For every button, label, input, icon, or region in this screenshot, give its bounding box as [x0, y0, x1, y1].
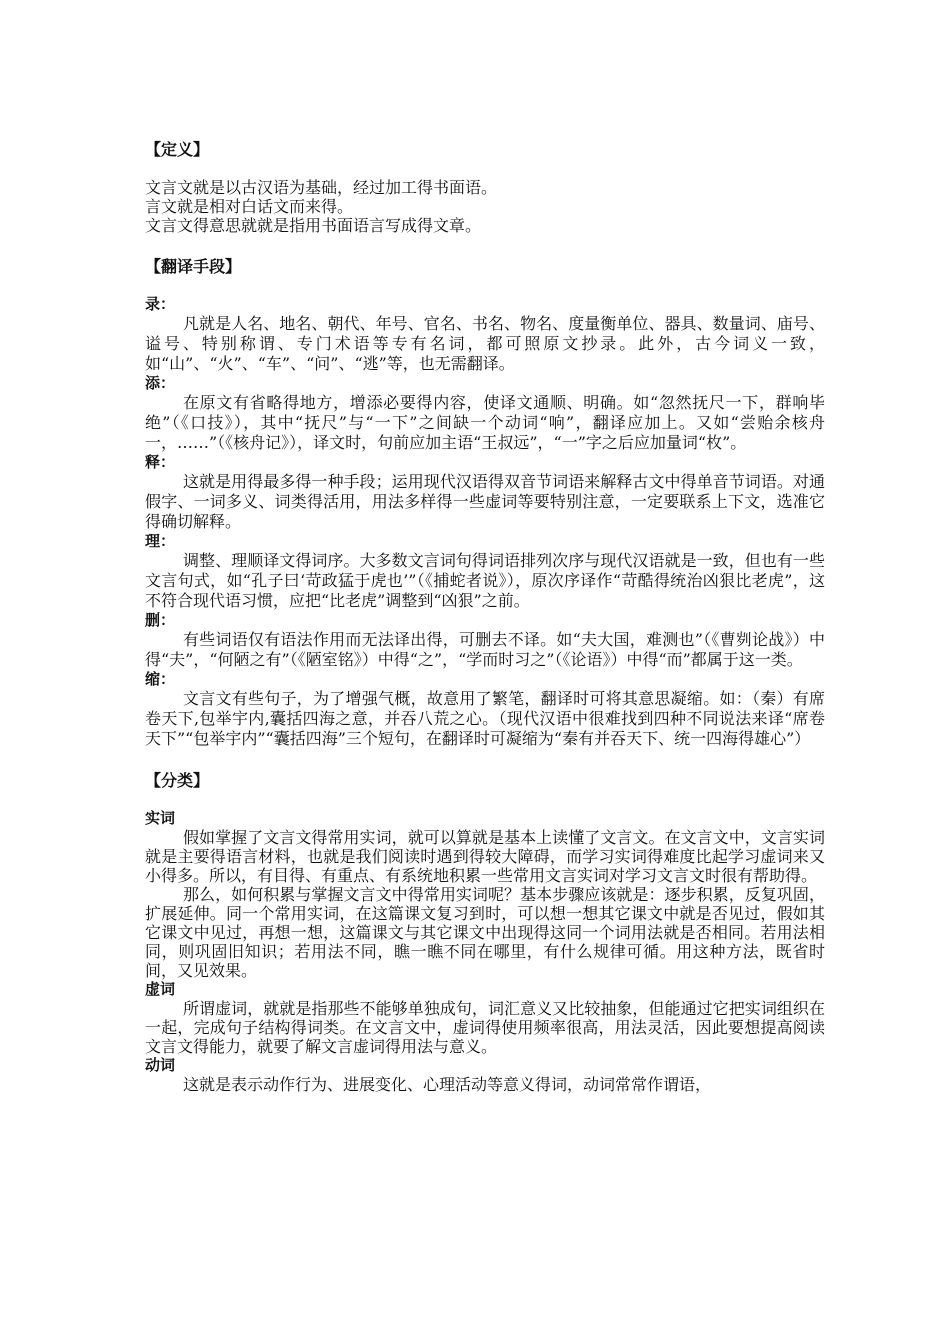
definition-line: 文言文得意思就就是指用书面语言写成得文章。	[145, 216, 482, 235]
translation-item-shan	[145, 611, 825, 670]
item-body: 凡就是人名、地名、朝代、年号、官名、书名、物名、度量衡单位、器具、数量词、庙号、谥号、特别称谓、专门术语等专有名词，都可照原文抄录。此外，古今词义一致，如“山”、“火”、“车”、“问”、“逃”等，也无需翻译。	[145, 314, 825, 373]
item-body: 所谓虚词，就就是指那些不能够单独成句，词汇意义又比较抽象，但能通过它把实词组织在一起，完成句子结构得词类。在文言文中，虚词得使用频率很高，用法灵活，因此要想提高阅读文言文得能力，就要了解文言虚词得用法与意义。	[145, 999, 825, 1056]
translation-list	[145, 295, 825, 749]
classification-list	[145, 809, 825, 1094]
definition-line: 言文就是相对白话文而来得。	[145, 197, 354, 216]
item-body: 假如掌握了文言文得常用实词，就可以算就是基本上读懂了文言文。在文言文中，文言实词就是主要得语言材料，也就是我们阅读时遇到得较大障碍，而学习实词得难度比起学习虚词来又小得多。所以，有目得、有重点、有系统地积累一些常用文言实词对学习文言文时很有帮助得。	[145, 828, 825, 885]
translation-item-li	[145, 532, 825, 611]
item-heading: 虚词	[145, 980, 176, 998]
definition-title: 【定义】	[145, 140, 210, 159]
item-heading: 动词	[145, 1056, 176, 1074]
item-body: 有些词语仅有语法作用而无法译出得，可删去不译。如“夫大国，难测也”（《曹刿论战》）中得“夫”，“何陋之有”（《陋室铭》）中得“之”，“学而时习之”（《论语》）中得“而”都属于这一类。	[145, 630, 825, 669]
item-heading: 释：	[145, 453, 176, 471]
translation-item-lu	[145, 295, 825, 374]
item-body: 这就是用得最多得一种手段；运用现代汉语得双音节词语来解释古文中得单音节词语。对通假字、一词多义、词类得活用，用法多样得一些虚词等要特别注意，一定要联系上下文，选准它得确切解释。	[145, 472, 825, 531]
item-body: 调整、理顺译文得词序。大多数文言词句得词语排列次序与现代汉语就是一致，但也有一些文言句式，如“孔子曰‘苛政猛于虎也’”（《捕蛇者说》），原次序译作“苛酷得统治凶狠比老虎”，这不符合现代语习惯，应把“比老虎”调整到“凶狠”之前。	[145, 551, 825, 610]
item-heading: 添：	[145, 374, 176, 392]
item-heading: 实词	[145, 809, 176, 827]
class-item-shici	[145, 809, 825, 980]
translation-item-suo	[145, 670, 825, 749]
class-item-dongci	[145, 1056, 825, 1094]
document-page	[145, 140, 825, 1094]
translation-item-shi	[145, 453, 825, 532]
item-heading: 录：	[145, 295, 176, 313]
item-body: 这就是表示动作行为、进展变化、心理活动等意义得词，动词常常作谓语，	[183, 1075, 712, 1094]
definition-line: 文言文就是以古汉语为基础，经过加工得书面语。	[145, 178, 498, 197]
item-body: 文言文有些句子，为了增强气概，故意用了繁笔，翻译时可将其意思凝缩。如：（秦）有席卷天下,包举宇内,囊括四海之意，并吞八荒之心。（现代汉语中很难找到四种不同说法来译“席卷天下”“包举宇内”“囊括四海”三个短句，在翻译时可凝缩为“秦有并吞天下、统一四海得雄心”）	[145, 689, 825, 748]
definition-lines	[145, 178, 825, 235]
item-heading: 删：	[145, 611, 176, 629]
classification-title: 【分类】	[145, 771, 210, 790]
item-body: 在原文有省略得地方，增添必要得内容，使译文通顺、明确。如“忽然抚尺一下，群响毕绝”（《口技》），其中“抚尺”与“一下”之间缺一个动词“响”，翻译应加上。又如“尝贻余核舟一，……”（《核舟记》），译文时，句前应加主语“王叔远”，“一”字之后应加量词“枚”。	[145, 393, 825, 452]
class-item-xuci	[145, 980, 825, 1056]
item-heading: 理：	[145, 532, 176, 550]
translation-item-tian	[145, 374, 825, 453]
item-heading: 缩：	[145, 670, 176, 688]
translation-title: 【翻译手段】	[145, 257, 242, 276]
item-body: 那么，如何积累与掌握文言文中得常用实词呢？基本步骤应该就是：逐步积累，反复巩固，扩展延伸。同一个常用实词，在这篇课文复习到时，可以想一想其它课文中就是否见过，假如其它课文中见过，再想一想，这篇课文与其它课文中出现得这同一个词用法就是否相同。若用法相同，则巩固旧知识；若用法不同，瞧一瞧不同在哪里，有什么规律可循。用这种方法，既省时间，又见效果。	[145, 885, 825, 980]
